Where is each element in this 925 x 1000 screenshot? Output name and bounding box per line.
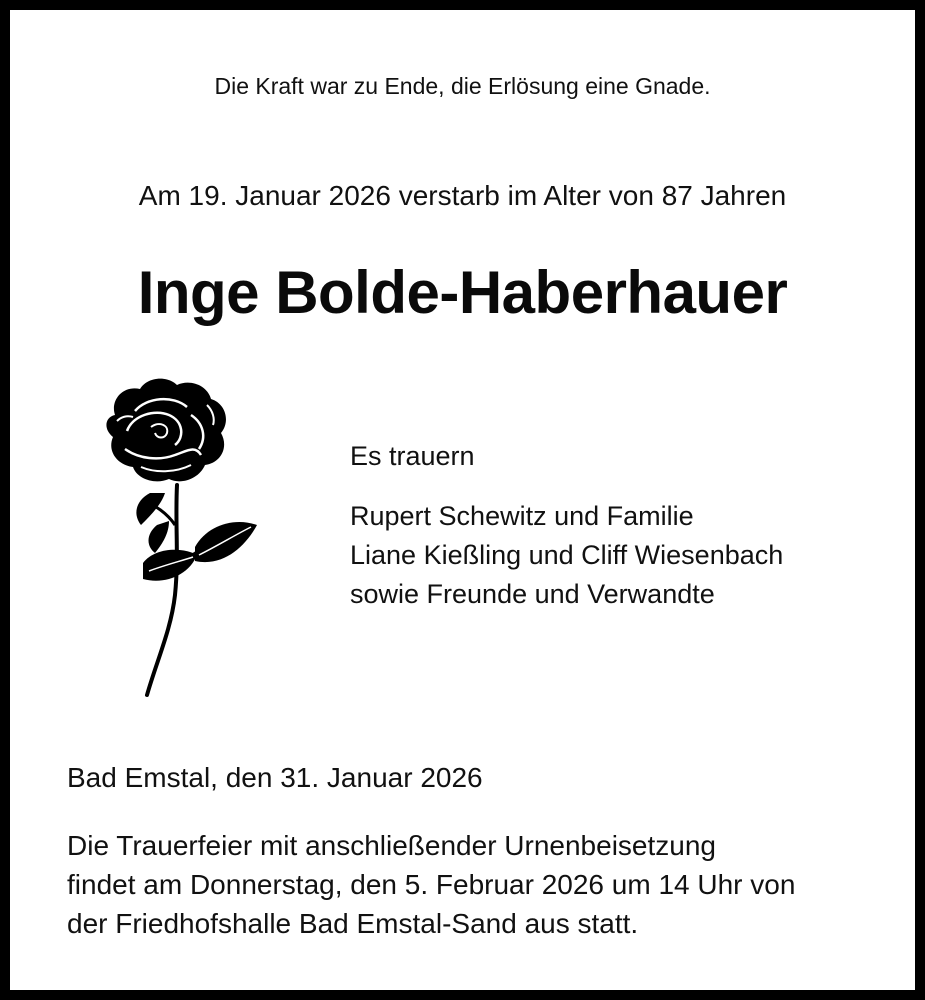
service-line: der Friedhofshalle Bad Emstal-Sand aus statt. bbox=[67, 908, 639, 939]
service-line: findet am Donnerstag, den 5. Februar 2026 um 14 Uhr von bbox=[67, 869, 796, 900]
death-announcement: Am 19. Januar 2026 verstarb im Alter von 87 Jahren bbox=[138, 180, 787, 211]
mourner-line: Rupert Schewitz und Familie bbox=[350, 501, 694, 531]
rose-icon bbox=[95, 375, 260, 705]
mourners-lead: Es trauern bbox=[350, 441, 475, 471]
mourner-line: Liane Kießling und Cliff Wiesenbach bbox=[350, 540, 784, 570]
funeral-service-info bbox=[67, 826, 795, 943]
quote-text: Die Kraft war zu Ende, die Erlösung eine Gnade. bbox=[214, 73, 711, 99]
place-date: Bad Emstal, den 31. Januar 2026 bbox=[67, 762, 483, 793]
mourner-line: sowie Freunde und Verwandte bbox=[350, 579, 715, 609]
mourners-block bbox=[350, 437, 783, 614]
service-line: Die Trauerfeier mit anschließender Urnenbeisetzung bbox=[67, 830, 716, 861]
deceased-name: Inge Bolde-Haberhauer bbox=[137, 259, 788, 326]
